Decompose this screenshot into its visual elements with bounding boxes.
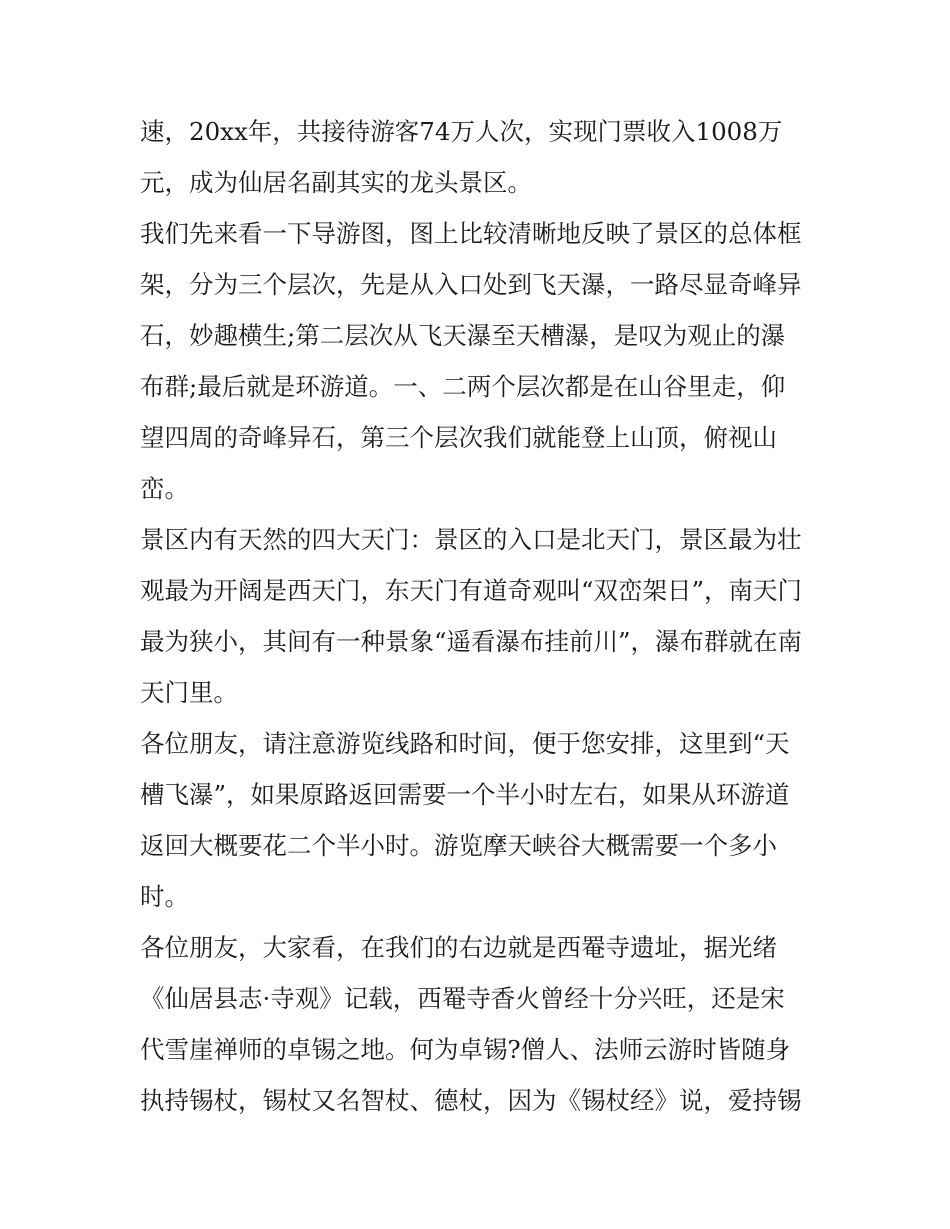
document-body	[140, 106, 820, 1126]
text-line: 石，妙趣横生;第二层次从飞天瀑至天槽瀑，是叹为观止的瀑	[140, 321, 786, 350]
text-line: 返回大概要花二个半小时。游览摩天峡谷大概需要一个多小	[140, 831, 777, 860]
text-line: 架，分为三个层次，先是从入口处到飞天瀑，一路尽显奇峰异	[140, 270, 802, 299]
text-line: 布群;最后就是环游道。一、二两个层次都是在山谷里走，仰	[140, 372, 786, 401]
text-line: 《仙居县志·寺观》记载，西罨寺香火曾经十分兴旺，还是宋	[140, 984, 785, 1013]
text-line: 速，20xx年，共接待游客74万人次，实现门票收入1008万	[140, 117, 783, 146]
text-line: 天门里。	[140, 678, 238, 707]
text-line: 我们先来看一下导游图，图上比较清晰地反映了景区的总体框	[140, 219, 802, 248]
text-line: 最为狭小，其间有一种景象“遥看瀑布挂前川”，瀑布群就在南	[140, 627, 803, 656]
text-line: 执持锡杖，锡杖又名智杖、德杖，因为《锡杖经》说，爱持锡	[140, 1086, 802, 1115]
text-line: 各位朋友，大家看，在我们的右边就是西罨寺遗址，据光绪	[140, 933, 777, 962]
text-line: 峦。	[140, 474, 189, 503]
text-line: 元，成为仙居名副其实的龙头景区。	[140, 168, 532, 197]
text-line: 景区内有天然的四大天门：景区的入口是北天门，景区最为壮	[140, 525, 802, 554]
text-line: 观最为开阔是西天门，东天门有道奇观叫“双峦架日”，南天门	[140, 576, 803, 605]
text-line: 各位朋友，请注意游览线路和时间，便于您安排，这里到“天	[140, 729, 790, 758]
text-line: 槽飞瀑”，如果原路返回需要一个半小时左右，如果从环游道	[140, 780, 790, 809]
text-line: 代雪崖禅师的卓锡之地。何为卓锡?僧人、法师云游时皆随身	[140, 1035, 791, 1064]
text-line: 望四周的奇峰异石，第三个层次我们就能登上山顶，俯视山	[140, 423, 777, 452]
text-line: 时。	[140, 882, 189, 911]
